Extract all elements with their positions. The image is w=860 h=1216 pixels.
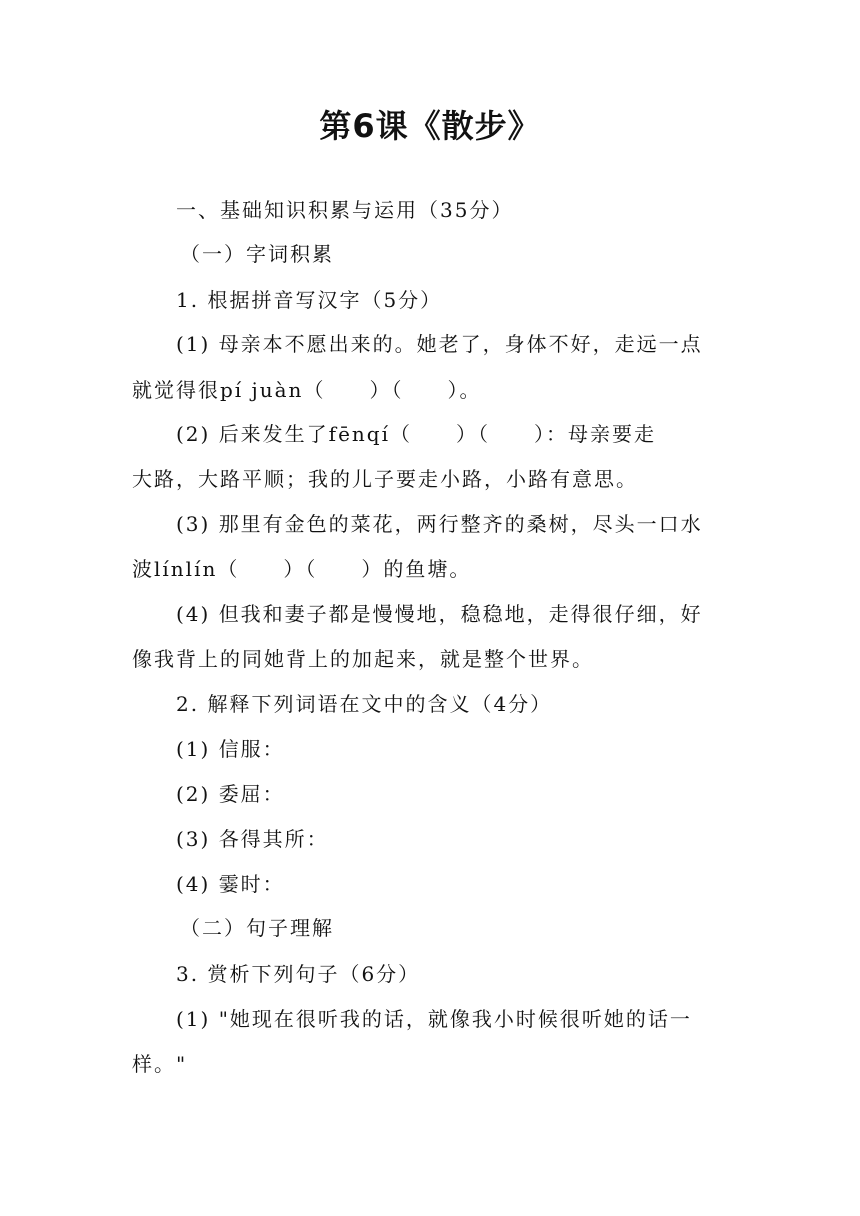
question-1-item-3: (3) 那里有金色的菜花，两行整齐的桑树，尽头一口水 [176, 512, 703, 536]
question-3-item-1-cont: 样。" [132, 1052, 188, 1076]
question-1-item-3-cont: 波línlín（ ）（ ）的鱼塘。 [132, 557, 472, 581]
subsection-heading-2: （二）句子理解 [180, 916, 334, 940]
question-3: 3. 赏析下列句子（6分） [176, 962, 421, 986]
question-2-item-1: (1) 信服： [176, 737, 285, 761]
question-2: 2. 解释下列词语在文中的含义（4分） [176, 692, 553, 716]
subsection-heading: （一）字词积累 [180, 242, 334, 266]
question-1-item-4: (4) 但我和妻子都是慢慢地，稳稳地，走得很仔细，好 [176, 602, 703, 626]
question-1-item-2-cont: 大路，大路平顺；我的儿子要走小路，小路有意思。 [132, 467, 638, 491]
question-1-item-2: (2) 后来发生了fēnqí（ ）（ ）：母亲要走 [176, 422, 657, 446]
question-2-item-3: (3) 各得其所： [176, 827, 329, 851]
section-heading: 一、基础知识积累与运用（35分） [176, 198, 514, 222]
page-title: 第6课《散步》 [319, 107, 541, 145]
question-1-item-4-cont: 像我背上的同她背上的加起来，就是整个世界。 [132, 647, 594, 671]
question-2-item-4: (4) 霎时： [176, 872, 285, 896]
question-2-item-2: (2) 委屈： [176, 782, 285, 806]
question-3-item-1: (1) "她现在很听我的话，就像我小时候很听她的话一 [176, 1007, 692, 1031]
question-1-item-1-cont: 就觉得很pí juàn（ ）（ ）。 [132, 378, 482, 402]
question-1-item-1: (1) 母亲本不愿出来的。她老了，身体不好，走远一点 [176, 332, 703, 356]
question-1: 1. 根据拼音写汉字（5分） [176, 288, 443, 312]
